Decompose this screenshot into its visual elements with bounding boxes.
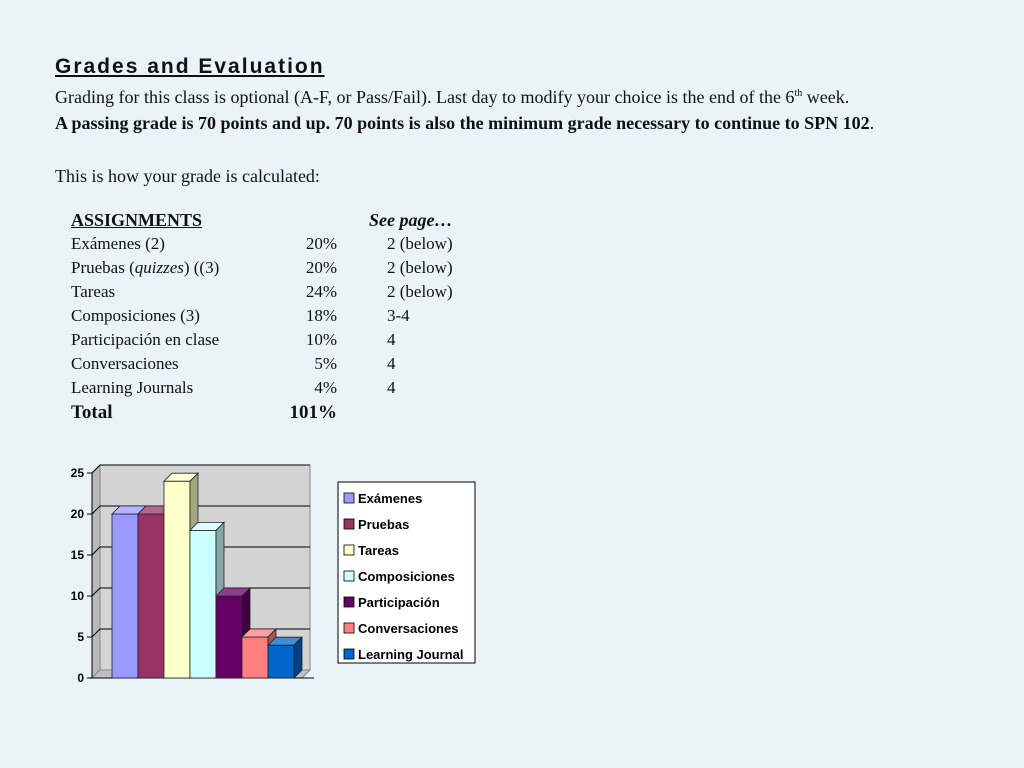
grading-option-text-end: week. (802, 87, 850, 107)
passing-grade-text (55, 113, 874, 134)
y-tick-label: 25 (70, 466, 84, 480)
page-heading: Grades and Evaluation (55, 55, 325, 78)
assignment-percent: 4% (314, 378, 337, 397)
assignment-percent: 24% (305, 282, 337, 301)
grade-weight-bar-chart (60, 455, 490, 695)
grade-calculation-intro: This is how your grade is calculated: (55, 166, 320, 186)
chart-side-wall (92, 465, 100, 678)
assignment-name-start: Pruebas ( (71, 258, 135, 277)
bar (268, 645, 294, 678)
assignment-name: Learning Journals (71, 378, 194, 397)
legend-swatch (344, 597, 354, 607)
assignment-page: 3-4 (387, 306, 410, 325)
bar (242, 637, 268, 678)
assignment-name: Composiciones (3) (71, 306, 200, 325)
assignment-name: Tareas (71, 282, 116, 301)
passing-grade-period: . (869, 113, 875, 133)
assignment-page: 4 (387, 378, 396, 397)
legend-swatch (344, 571, 354, 581)
assignment-page: 4 (387, 354, 396, 373)
legend-label: Composiciones (358, 569, 455, 584)
assignment-name-italic: quizzes (134, 258, 184, 277)
see-page-header: See page… (369, 210, 453, 230)
legend-swatch (344, 545, 354, 555)
assignment-page: 2 (below) (387, 282, 453, 301)
assignment-name (71, 258, 219, 278)
bar (138, 514, 164, 678)
legend-label: Conversaciones (358, 621, 459, 636)
total-label: Total (71, 402, 113, 423)
legend-label: Participación (358, 595, 440, 610)
assignment-percent: 5% (314, 354, 337, 373)
passing-grade-text-main: A passing grade is 70 points and up. 70 points is also the minimum grade necessary to continue to SPN 102 (55, 113, 870, 133)
assignment-page: 2 (below) (387, 234, 453, 253)
bar (112, 514, 138, 678)
assignments-header: ASSIGNMENTS (71, 210, 203, 230)
legend-label: Learning Journal (358, 647, 464, 662)
total-percent: 101% (289, 402, 337, 423)
y-tick-label: 20 (70, 507, 84, 521)
y-tick-label: 15 (70, 548, 84, 562)
assignment-name: Conversaciones (71, 354, 179, 373)
assignment-percent: 20% (305, 234, 337, 253)
bar (190, 530, 216, 678)
assignment-percent: 18% (305, 306, 337, 325)
legend-label: Exámenes (358, 491, 423, 506)
legend-label: Pruebas (358, 517, 410, 532)
grading-option-text-main: Grading for this class is optional (A-F, or Pass/Fail). Last day to modify your choice is the end of the 6 (55, 87, 795, 107)
assignment-name: Participación en clase (71, 330, 220, 349)
y-tick-label: 5 (77, 630, 84, 644)
y-tick-label: 10 (70, 589, 84, 603)
assignment-page: 4 (387, 330, 396, 349)
bar (164, 481, 190, 678)
legend-swatch (344, 649, 354, 659)
assignment-percent: 10% (305, 330, 337, 349)
legend-swatch (344, 519, 354, 529)
bar (216, 596, 242, 678)
legend-label: Tareas (358, 543, 399, 558)
ordinal-suffix: th (794, 88, 803, 99)
assignment-page: 2 (below) (387, 258, 453, 277)
legend-swatch (344, 493, 354, 503)
assignment-name-end: ) ((3) (183, 258, 220, 277)
assignment-percent: 20% (305, 258, 337, 277)
assignment-name: Exámenes (2) (71, 234, 165, 253)
legend-swatch (344, 623, 354, 633)
y-tick-label: 0 (77, 671, 84, 685)
grading-option-text (55, 87, 849, 108)
